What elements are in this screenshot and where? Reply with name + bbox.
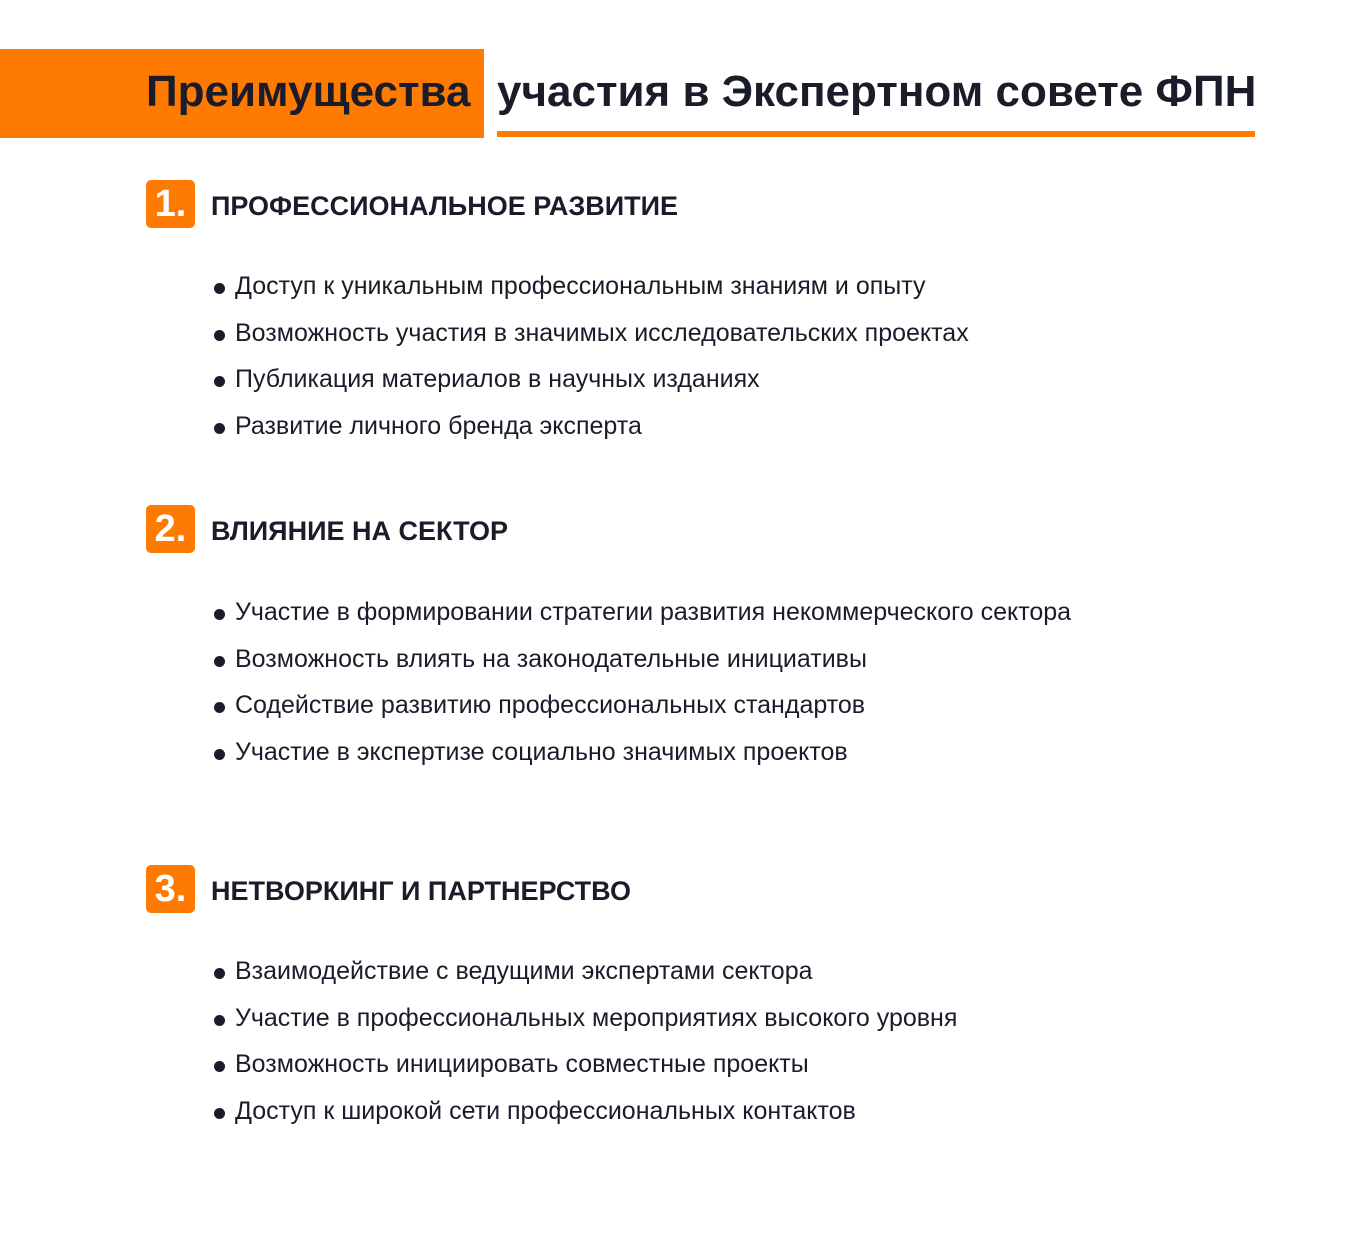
bullet-icon: [214, 330, 225, 341]
list-item-text: Возможность влиять на законодательные инициативы: [235, 644, 867, 673]
list-item: [212, 316, 1092, 350]
section-title: ВЛИЯНИЕ НА СЕКТОР: [211, 516, 508, 546]
title-underline: [497, 131, 1255, 137]
list-item-text: Участие в формировании стратегии развития некоммерческого сектора: [235, 598, 1072, 626]
list-item-text: Публикация материалов в научных изданиях: [235, 365, 760, 393]
section-number-badge: 1.: [146, 180, 195, 228]
list-item-text: Доступ к уникальным профессиональным знаниям и опыту: [235, 272, 926, 300]
bullet-icon: [214, 702, 225, 713]
list-item: [212, 954, 1092, 988]
list-item: [212, 595, 1072, 629]
list-item: [212, 735, 1072, 769]
list-item: [212, 1094, 1092, 1128]
page-title-highlight: Преимущества: [146, 67, 471, 116]
benefit-list: [212, 595, 1072, 781]
list-item: [212, 409, 1092, 443]
list-item: [212, 1047, 1092, 1081]
section-number-badge: 2.: [146, 505, 195, 553]
bullet-icon: [214, 376, 225, 387]
section-number-badge: 3.: [146, 865, 195, 913]
list-item-text: Развитие личного бренда эксперта: [235, 411, 642, 440]
list-item-text: Доступ к широкой сети профессиональных контактов: [235, 1096, 856, 1125]
section-title: ПРОФЕССИОНАЛЬНОЕ РАЗВИТИЕ: [211, 191, 679, 221]
bullet-icon: [214, 609, 225, 620]
list-item-text: Содействие развитию профессиональных стандартов: [235, 691, 866, 719]
bullet-icon: [214, 283, 225, 294]
bullet-icon: [214, 1015, 225, 1026]
bullet-icon: [214, 423, 225, 434]
benefit-list: [212, 269, 1092, 455]
bullet-icon: [214, 1061, 225, 1072]
section-title: НЕТВОРКИНГ И ПАРТНЕРСТВО: [211, 876, 631, 906]
list-item: [212, 1001, 1092, 1035]
benefit-list: [212, 954, 1092, 1140]
bullet-icon: [214, 656, 225, 667]
page-title: участия в Экспертном совете ФПН: [497, 67, 1257, 116]
list-item-text: Возможность участия в значимых исследовательских проектах: [235, 318, 969, 347]
bullet-icon: [214, 968, 225, 979]
list-item-text: Участие в экспертизе социально значимых проектов: [235, 737, 848, 766]
list-item: [212, 642, 1072, 676]
list-item: [212, 688, 1072, 722]
bullet-icon: [214, 1108, 225, 1119]
list-item-text: Участие в профессиональных мероприятиях высокого уровня: [235, 1003, 958, 1032]
list-item: [212, 362, 1092, 396]
bullet-icon: [214, 749, 225, 760]
list-item-text: Возможность инициировать совместные проекты: [235, 1050, 809, 1078]
list-item: [212, 269, 1092, 303]
list-item-text: Взаимодействие с ведущими экспертами сектора: [235, 957, 813, 985]
